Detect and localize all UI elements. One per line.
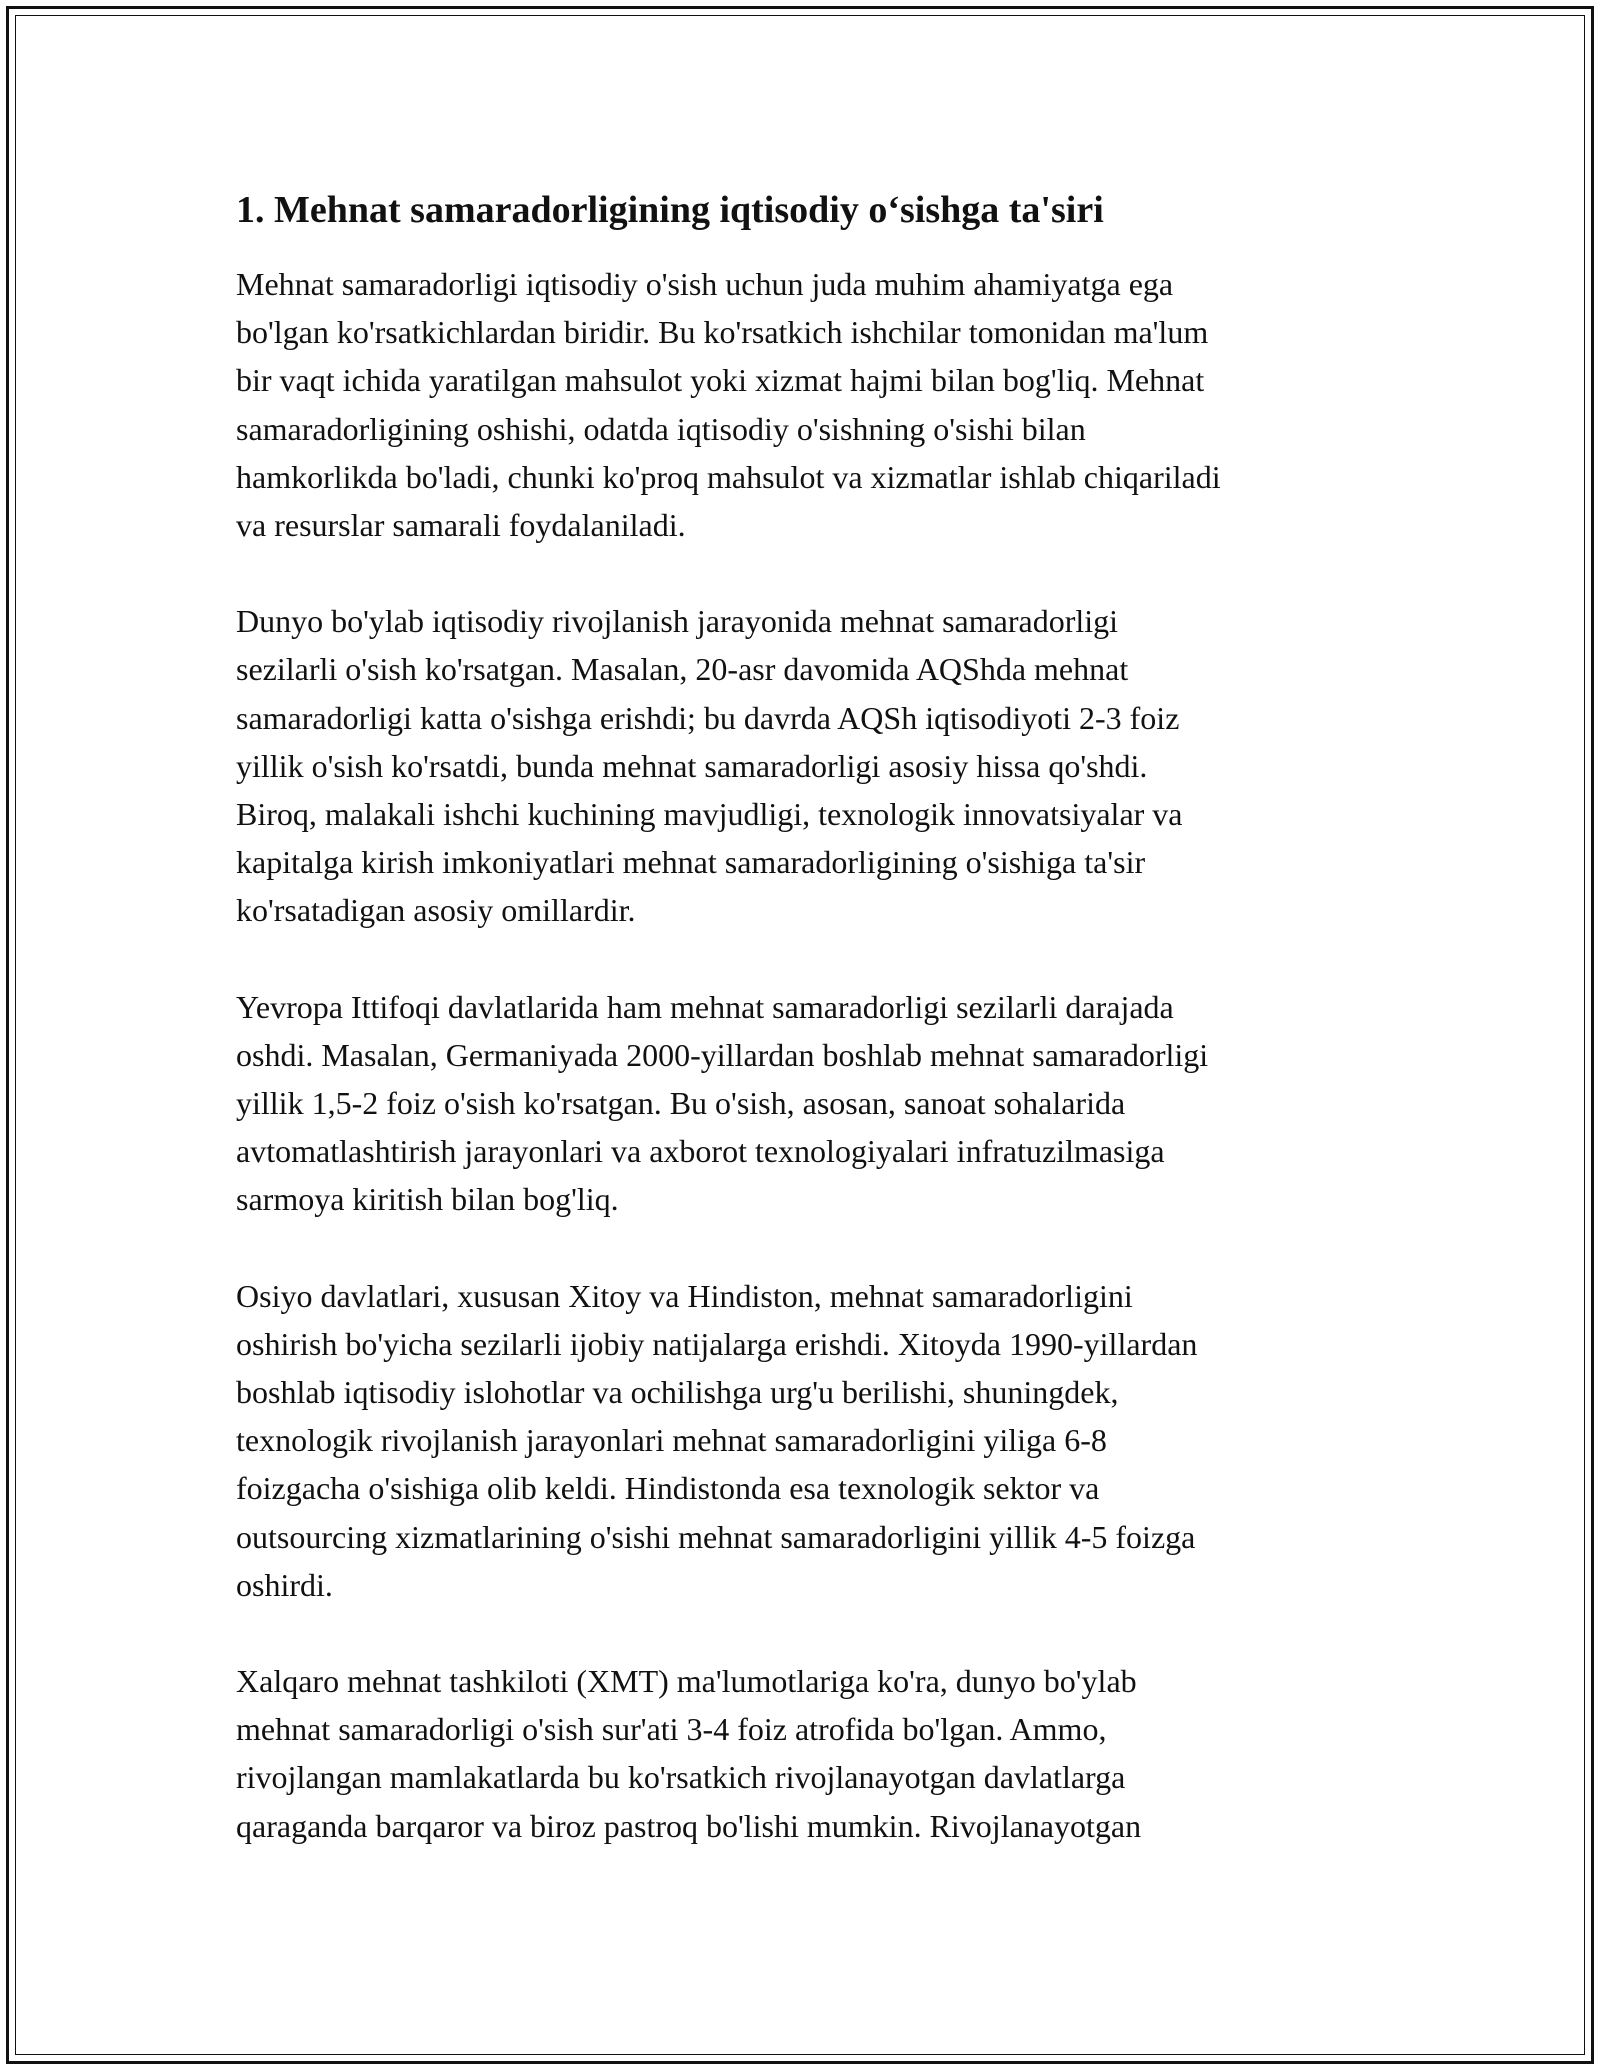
paragraph-2: Dunyo bo'ylab iqtisodiy rivojlanish jarayonida mehnat samaradorligi sezilarli o'sish ko'rsatgan. Masalan, 20-asr davomida AQShda mehnat samaradorligi katta o'sishga erishdi; bu davrda AQSh iqtisodiyoti 2-3 foiz yillik o'sish ko'rsatdi, bunda mehnat samaradorligi asosiy hissa qo'shdi. Biroq, malakali ishchi kuchining mavjudligi, texnologik innovatsiyalar va kapitalga kirish imkoniyatlari mehnat samaradorligining o'sishiga ta'sir ko'rsatadigan asosiy omillardir. (236, 603, 1183, 929)
paragraph-4: Osiyo davlatlari, xususan Xitoy va Hindiston, mehnat samaradorligini oshirish bo'yicha sezilarli ijobiy natijalarga erishdi. Xitoyda 1990-yillardan boshlab iqtisodiy islohotlar va ochilishga urg'u berilishi, shuningdek, texnologik rivojlanish jarayonlari mehnat samaradorligini yiliga 6-8 foizgacha o'sishiga olib keldi. Hindistonda esa texnologik sektor va outsourcing xizmatlarining o'sishi mehnat samaradorligini yillik 4-5 foizga oshirdi. (236, 1277, 1198, 1603)
section-heading: 1. Mehnat samaradorligining iqtisodiy o‘sishga ta'siri (236, 189, 1104, 231)
paragraph-3: Yevropa Ittifoqi davlatlarida ham mehnat samaradorligi sezilarli darajada oshdi. Masalan, Germaniyada 2000-yillardan boshlab mehnat samaradorligi yillik 1,5-2 foiz o'sish ko'rsatgan. Bu o'sish, asosan, sanoat sohalarida avtomatlashtirish jarayonlari va axborot texnologiyalari infratuzilmasiga sarmoya kiritish bilan bog'liq. (236, 988, 1209, 1218)
paragraph-5: Xalqaro mehnat tashkiloti (XMT) ma'lumotlariga ko'ra, dunyo bo'ylab mehnat samaradorligi o'sish sur'ati 3-4 foiz atrofida bo'lgan. Ammo, rivojlangan mamlakatlarda bu ko'rsatkich rivojlanayotgan davlatlarga qaraganda barqaror va biroz pastroq bo'lishi mumkin. Rivojlanayotgan (236, 1663, 1142, 1844)
document-body (236, 186, 1386, 1898)
paragraph-1: Mehnat samaradorligi iqtisodiy o'sish uchun juda muhim ahamiyatga ega bo'lgan ko'rsatkichlardan biridir. Bu ko'rsatkich ishchilar tomonidan ma'lum bir vaqt ichida yaratilgan mahsulot yoki xizmat hajmi bilan bog'liq. Mehnat samaradorligining oshishi, odatda iqtisodiy o'sishning o'sishi bilan hamkorlikda bo'ladi, chunki ko'proq mahsulot va xizmatlar ishlab chiqariladi va resurslar samarali foydalaniladi. (236, 266, 1221, 544)
